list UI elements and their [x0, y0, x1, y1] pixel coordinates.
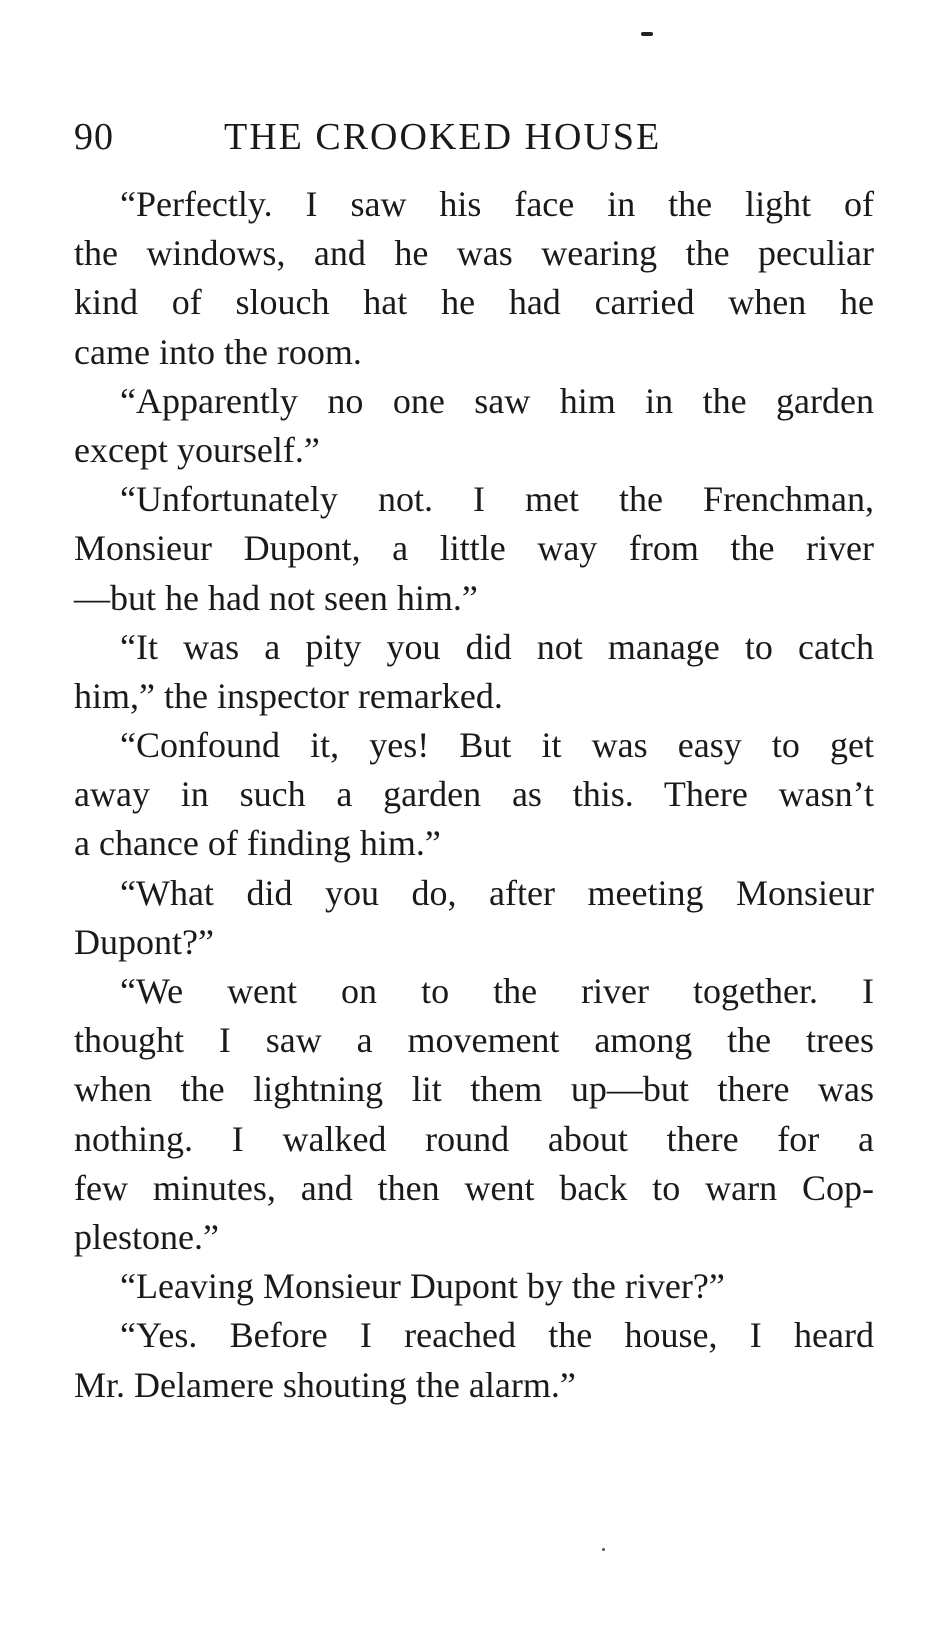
text-line: “It was a pity you did not manage to catch	[120, 626, 874, 667]
text-line: “Apparently no one saw him in the garden	[120, 380, 874, 421]
text-line: came into the room.	[74, 331, 362, 372]
text-line: “Confound it, yes! But it was easy to get	[120, 725, 874, 766]
running-header	[74, 112, 874, 162]
text-line: Mr. Delamere shouting the alarm.”	[74, 1364, 576, 1405]
text-line: Monsieur Dupont, a little way from the river	[74, 528, 874, 569]
text-line: when the lightning lit them up—but there was	[74, 1069, 874, 1110]
text-line: “We went on to the river together. I	[120, 971, 874, 1011]
text-line: except yourself.”	[74, 429, 320, 470]
print-speck	[602, 1548, 605, 1551]
print-speck	[641, 32, 653, 36]
text-line: “Perfectly. I saw his face in the light of	[120, 184, 874, 224]
text-line: away in such a garden as this. There wasn’t	[74, 774, 874, 815]
text-line: thought I saw a movement among the trees	[74, 1020, 874, 1061]
text-line: Dupont?”	[74, 921, 214, 962]
text-line: “What did you do, after meeting Monsieur	[120, 872, 874, 913]
text-line: “Unfortunately not. I met the Frenchman,	[120, 479, 874, 520]
text-line: the windows, and he was wearing the peculiar	[74, 233, 874, 274]
running-title: THE CROOKED HOUSE	[224, 116, 662, 158]
text-line: few minutes, and then went back to warn Cop-	[74, 1167, 874, 1208]
text-line: kind of slouch hat he had carried when he	[74, 282, 874, 323]
text-line: nothing. I walked round about there for a	[74, 1118, 874, 1159]
body-text	[74, 180, 874, 1410]
text-line: “Leaving Monsieur Dupont by the river?”	[120, 1266, 725, 1307]
text-line: “Yes. Before I reached the house, I heard	[120, 1315, 874, 1356]
page-number: 90	[74, 116, 114, 158]
text-line: plestone.”	[74, 1216, 219, 1257]
text-line: him,” the inspector remarked.	[74, 675, 503, 716]
text-line: —but he had not seen him.”	[74, 577, 478, 618]
text-line: a chance of finding him.”	[74, 823, 441, 864]
